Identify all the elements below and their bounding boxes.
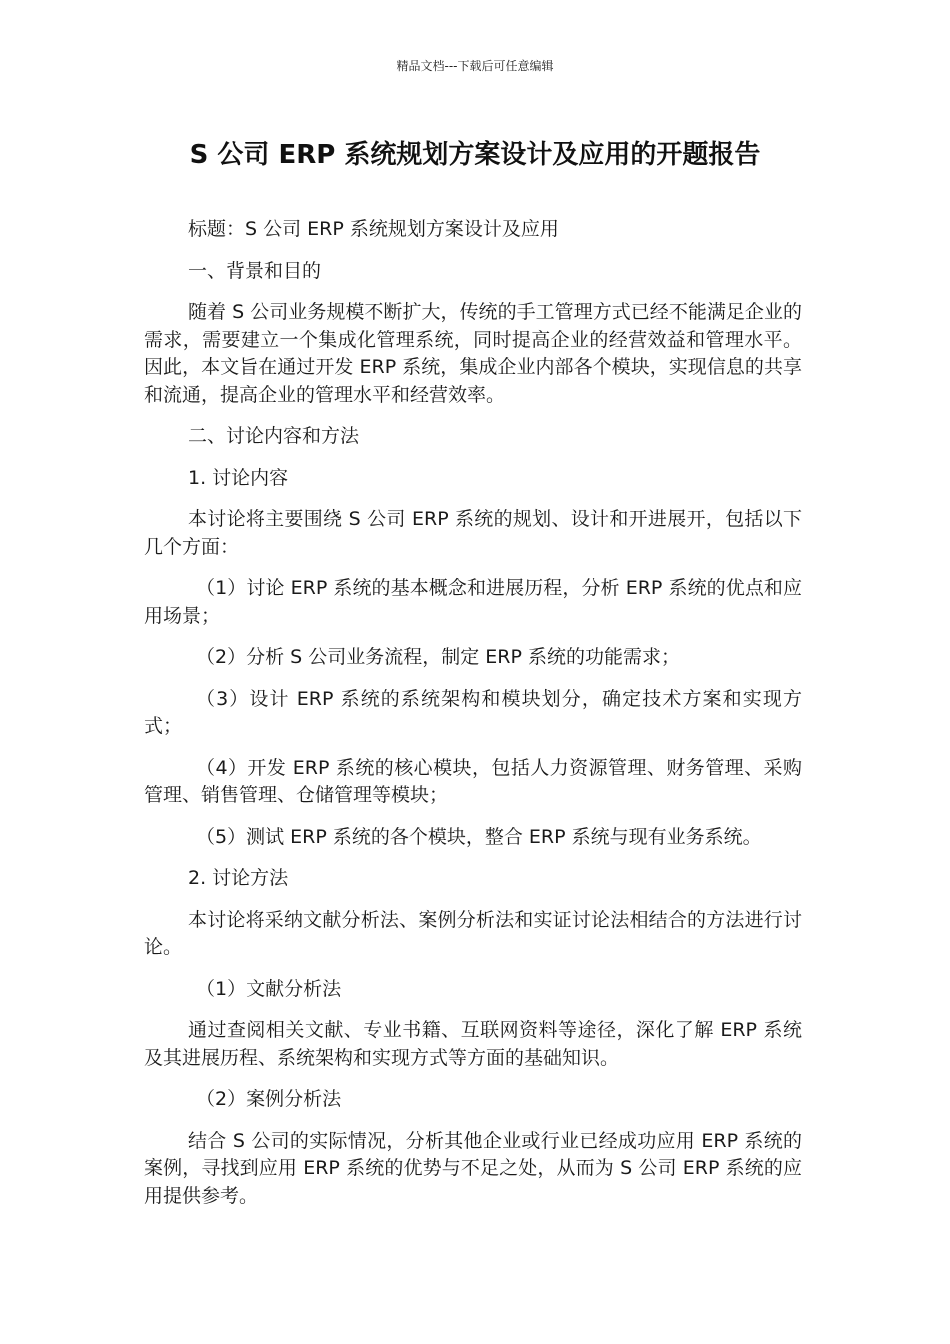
list-item: （5）测试 ERP 系统的各个模块，整合 ERP 系统与现有业务系统。 [196,825,762,848]
header-note: 精品文档---下载后可任意编辑 [396,59,554,73]
case-paragraph: 结合 S 公司的实际情况，分析其他企业或行业已经成功应用 ERP 系统的案例，寻找到应用 ERP 系统的优势与不足之处，从而为 S 公司 ERP 系统的应用提供参考。 [144,1129,802,1207]
subject-line: 标题：S 公司 ERP 系统规划方案设计及应用 [188,218,559,240]
method-heading-case: （2）案例分析法 [196,1088,342,1110]
section-heading-content-method: 二、讨论内容和方法 [188,425,360,447]
subheading-method: 2. 讨论方法 [188,867,289,889]
content-intro-paragraph: 本讨论将主要围绕 S 公司 ERP 系统的规划、设计和开进展开，包括以下几个方面： [144,508,802,558]
method-intro-paragraph: 本讨论将采纳文献分析法、案例分析法和实证讨论法相结合的方法进行讨论。 [144,908,802,958]
document-body [144,216,802,1224]
background-paragraph: 随着 S 公司业务规模不断扩大，传统的手工管理方式已经不能满足企业的需求，需要建立一个集成化管理系统，同时提高企业的经营效益和管理水平。因此，本文旨在通过开发 ERP 系统，集成企业内部各个模块，实现信息的共享和流通，提高企业的管理水平和经营效率。 [144,301,802,406]
literature-paragraph: 通过查阅相关文献、专业书籍、互联网资料等途径，深化了解 ERP 系统及其进展历程、系统架构和实现方式等方面的基础知识。 [144,1019,802,1069]
list-item: （1）讨论 ERP 系统的基本概念和进展历程，分析 ERP 系统的优点和应用场景； [144,577,802,627]
list-item: （2）分析 S 公司业务流程，制定 ERP 系统的功能需求； [196,646,680,668]
section-heading-background: 一、背景和目的 [188,259,322,282]
subheading-content: 1. 讨论内容 [188,466,289,489]
list-item: （4）开发 ERP 系统的核心模块，包括人力资源管理、财务管理、采购管理、销售管理、仓储管理等模块； [144,756,802,806]
list-item: （3）设计 ERP 系统的系统架构和模块划分，确定技术方案和实现方式； [144,687,802,737]
document-title: S 公司 ERP 系统规划方案设计及应用的开题报告 [189,140,761,170]
method-heading-literature: （1）文献分析法 [196,977,342,1000]
